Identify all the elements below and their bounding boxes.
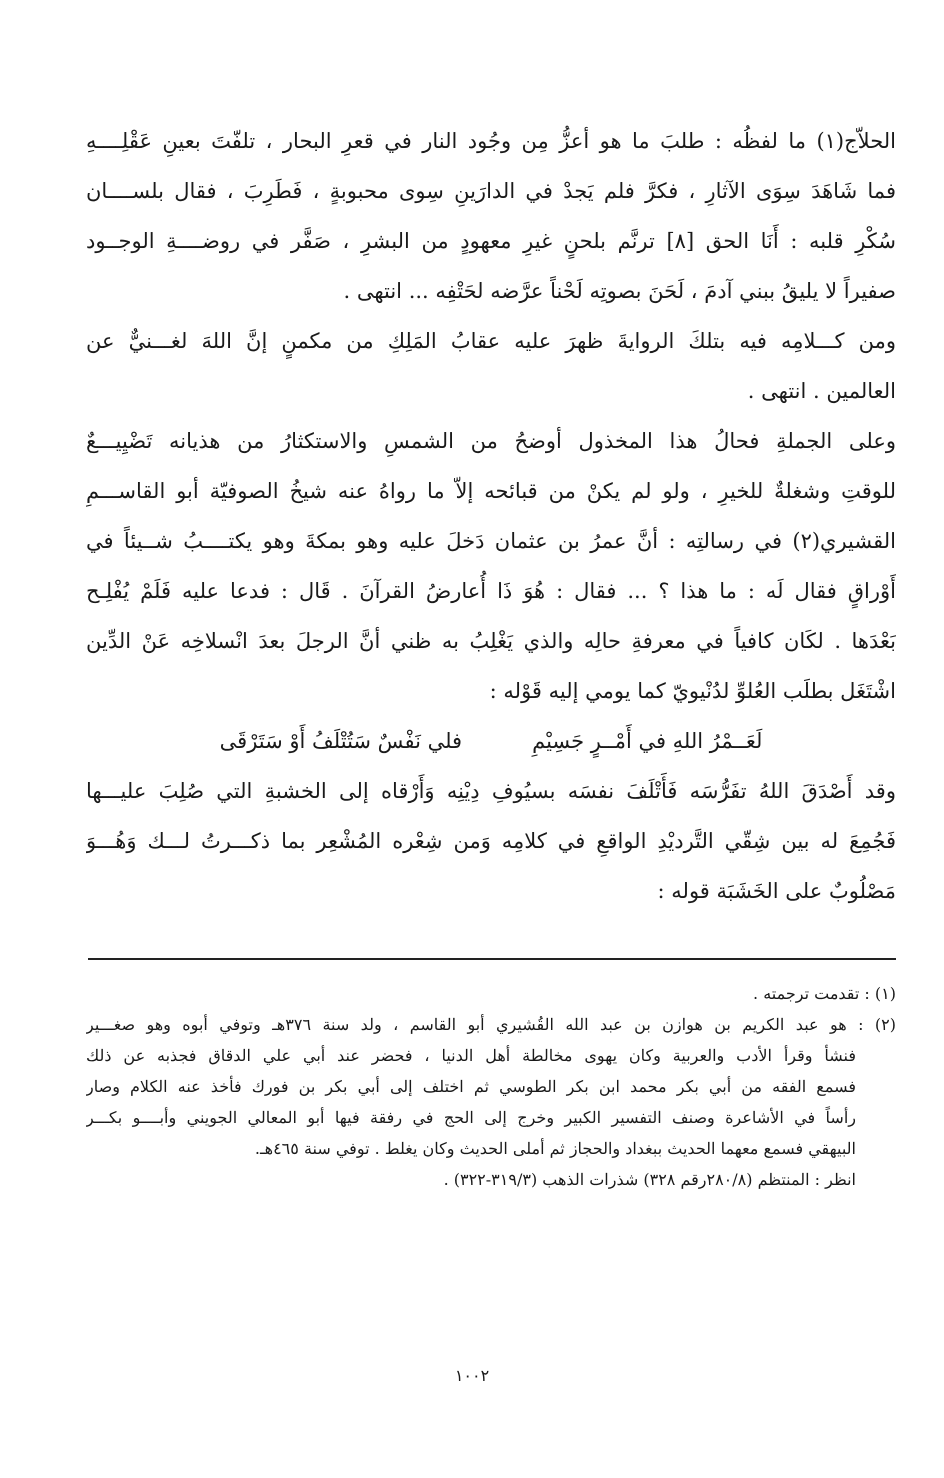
text-line: الحلاّج(١) ما لفظُه : طلبَ ما هو أعزُّ مِن وجُود النار في قعرِ البحار ، تلفّتَ بعينِ عَقْلِــــهِ <box>86 129 896 153</box>
footnote-2-line: (٢) : هو عبد الكريم بن هوازن بن عبد الله القُشيري أبو القاسم ، ولد سنة ٣٧٦هـ وتوفي أبوه وهو صغـــير <box>86 1015 896 1034</box>
verse-left-hemistich: فلي نَفْسٌ سَتُتْلَفُ أَوْ سَتَرْقَى <box>219 729 463 753</box>
text-line: وقد أَصْدَقَ اللهُ تفَرُّسَه فَأَتْلَفَ نفسَه بسيُوفِ دِيْنِه وَأَرْقاه إلى الخشبةِ التي صُلِبَ عليـــها <box>86 779 896 803</box>
page-number: ١٠٠٢ <box>454 1366 490 1385</box>
main-text <box>86 116 896 916</box>
text-line: سُكْرِ قلبه : أَنَا الحق [٨] ترنَّم بلحنٍ غيرِ معهودٍ من البشرِ ، صَفَّر في روضــــةِ الوجــود <box>86 229 896 253</box>
text-line: العالمين . انتهى . <box>747 379 896 403</box>
footnote-2-line: رأساً في الأشاعرة وصنف التفسير الكبير وخرج إلى الحج في رفقة فيها أبو المعالي الجويني وأبــــو بكـــر <box>86 1108 856 1127</box>
text-line: مَصْلُوبٌ على الخَشَبَة قوله : <box>657 879 896 903</box>
footnotes <box>86 978 896 1195</box>
text-line: القشيري(٢) في رسالتِه : أنَّ عمرُ بن عثمان دَخلَ عليه وهو بمكةَ وهو يكتــــبُ شــيئاً في <box>86 529 896 553</box>
text-line: ومن كـــلامِه فيه بتلكَ الروايةَ ظهرَ عليه عقابُ المَلِكِ من مكمنٍ إنَّ اللهَ لغـــنيٌّ عن <box>86 329 896 353</box>
footnote-2-line: البيهقي فسمع معهما الحديث ببغداد والحجاز ثم أملى الحديث وكان يغلط . توفي سنة ٤٦٥هـ. <box>254 1139 856 1158</box>
text-line: وعلى الجملةِ فحالُ هذا المخذول أوضحُ من الشمسِ والاستكثارُ من هذيانه تَضْيِيـــعٌ <box>86 429 896 453</box>
text-line: أَوْراقٍ فقال لَه : ما هذا ؟ ... فقال : هُوَ ذَا أُعارضُ القرآنَ . قَال : فدعا عليه فَلَمْ يُفْلِـح <box>86 579 896 603</box>
footnote-1: (١) : تقدمت ترجمته . <box>753 984 896 1003</box>
text-line: فما شَاهَدَ سِوَى الآثارِ ، فكرَّ فلم يَجدْ في الدارَينِ سِوى محبوبةٍ ، فَطَرِبَ ، فقال بلســــان <box>86 179 896 203</box>
text-line: فَجُمِعَ له بين شِقّي التَّرديْدِ الواقعِ في كلامِه وَمن شِعْره المُشْعِر بما ذكـــرتُ لـــك وَهُـــوَ <box>86 829 896 853</box>
verse-right-hemistich: لَعَــمْرُ اللهِ في أَمْــرٍ جَسِيْمِ <box>532 729 763 753</box>
text-line: للوقتِ وشغلةٌ للخيرِ ، ولو لم يكنْ من قبائحه إلاّ ما رواهُ عنه شيخُ الصوفيّة أبو القاســـمِ <box>86 479 896 503</box>
footnote-2-line: فنشأ وقرأ الأدب والعربية وكان يهوى مخالطة أهل الدنيا ، فحضر عند أبي علي الدقاق فجذبه عن ذلك <box>86 1046 856 1065</box>
footnote-separator <box>88 958 896 960</box>
footnote-2-line: فسمع الفقه من أبي بكر محمد ابن بكر الطوسي ثم اختلف إلى أبي بكر بن فورك فأخذ عنه الكلام وصار <box>86 1077 856 1096</box>
text-line: بَعْدَها . لكَان كافياً في معرفةِ حالِه والذي يَغْلِبُ به ظني أنَّ الرجلَ بعدَ انْسلاخِه عَنْ الدِّين <box>86 629 896 653</box>
footnote-2-reference: انظر : المنتظم (٢٨٠/٨رقم ٣٢٨) شذرات الذهب (٣١٩/٣-٣٢٢) . <box>443 1170 856 1189</box>
text-line: اشْتَغَل بطلَب العُلوِّ لدُنْيويّ كما يومي إليه قَوْله : <box>489 679 896 703</box>
text-line: صفيراً لا يليقُ ببني آدمَ ، لَحَنَ بصوتِه لَحْناً عرَّضه لحَتْفِه ... انتهى . <box>343 279 896 303</box>
poetry-verse <box>86 716 896 766</box>
